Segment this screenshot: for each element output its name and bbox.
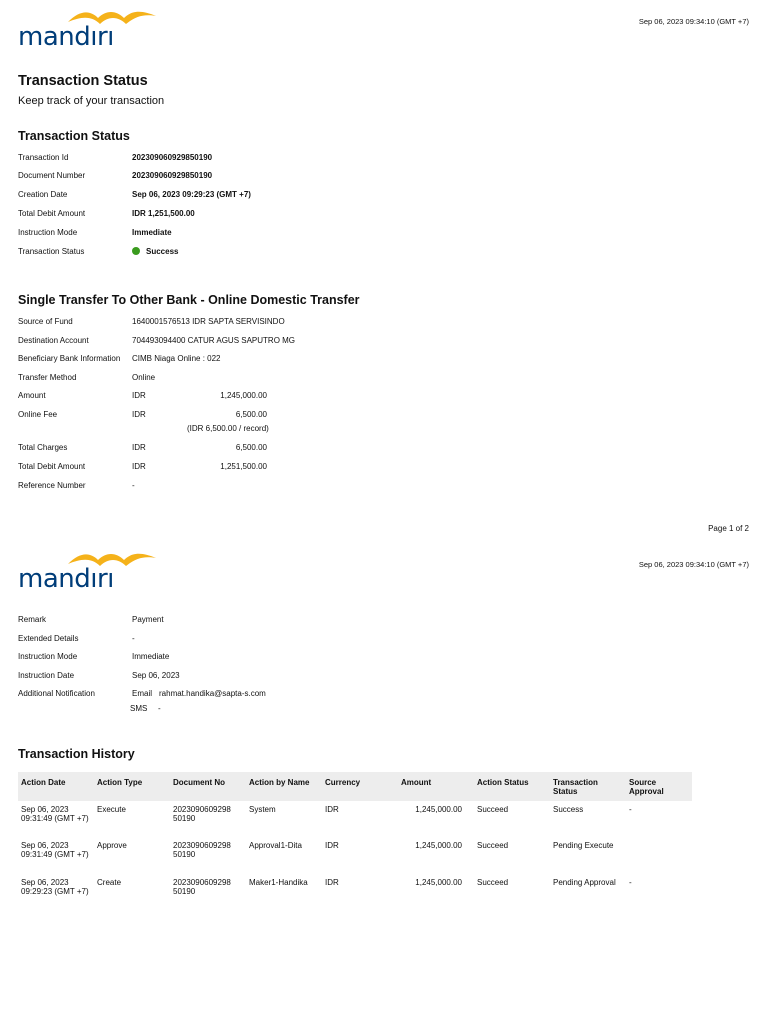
table-row <box>18 874 692 910</box>
online-fee-currency: IDR <box>132 410 146 419</box>
table-cell: System <box>249 805 276 814</box>
status-success-icon <box>132 247 140 255</box>
mandiri-logo-page2 <box>18 550 148 594</box>
column-header: Transaction Status <box>550 772 626 801</box>
column-header: Source Approval <box>626 772 692 801</box>
extended-details-label: Extended Details <box>18 634 79 643</box>
table-cell: Succeed <box>477 878 509 887</box>
instruction-date-label: Instruction Date <box>18 671 75 680</box>
table-cell: Sep 06, 2023 09:31:49 (GMT +7) <box>21 841 89 859</box>
table-cell: IDR <box>325 805 339 814</box>
printed-timestamp-page2: Sep 06, 2023 09:34:10 (GMT +7) <box>638 560 749 569</box>
page-number: Page 1 of 2 <box>708 524 749 533</box>
column-header: Currency <box>322 772 398 801</box>
beneficiary-bank-value: CIMB Niaga Online : 022 <box>132 354 221 363</box>
table-cell: - <box>629 805 632 814</box>
table-cell: Execute <box>97 805 126 814</box>
column-header: Action Date <box>18 772 94 801</box>
table-header-row <box>18 772 692 801</box>
table-cell: Create <box>97 878 122 887</box>
table-cell <box>626 837 692 874</box>
status-badge: Success <box>146 247 179 256</box>
table-cell: Succeed <box>477 841 509 850</box>
destination-account-label: Destination Account <box>18 336 89 345</box>
table-row <box>18 801 692 837</box>
notification-sms-value: - <box>158 704 161 713</box>
table-cell: IDR <box>325 878 339 887</box>
table-cell: IDR <box>325 841 339 850</box>
transfer-total-debit-value: 1,251,500.00 <box>220 462 267 471</box>
online-fee-note: (IDR 6,500.00 / record) <box>187 424 269 433</box>
transaction-id-label: Transaction Id <box>18 153 69 162</box>
table-cell: Sep 06, 2023 09:29:23 (GMT +7) <box>21 878 89 896</box>
table-cell: 1,245,000.00 <box>415 841 462 850</box>
total-charges-label: Total Charges <box>18 443 68 452</box>
page-subtitle: Keep track of your transaction <box>18 95 165 107</box>
transfer-method-value: Online <box>132 373 156 382</box>
instruction-mode-label-page2: Instruction Mode <box>18 652 78 661</box>
total-charges-value: 6,500.00 <box>235 443 267 452</box>
column-header: Action Type <box>94 772 170 801</box>
notification-sms-label: SMS <box>130 704 148 713</box>
table-cell: Maker1-Handika <box>249 878 308 887</box>
table-cell: Succeed <box>477 805 509 814</box>
column-header: Amount <box>398 772 474 801</box>
total-charges-currency: IDR <box>132 443 146 452</box>
source-of-fund-value: 1640001576513 IDR SAPTA SERVISINDO <box>132 317 285 326</box>
destination-account-value: 704493094400 CATUR AGUS SAPUTRO MG <box>132 336 296 345</box>
source-of-fund-label: Source of Fund <box>18 317 73 326</box>
table-cell: Approve <box>97 841 127 850</box>
column-header: Action by Name <box>246 772 322 801</box>
beneficiary-bank-label: Beneficiary Bank Information <box>18 354 121 363</box>
table-cell: Success <box>553 805 584 814</box>
table-row <box>18 837 692 874</box>
transaction-status-label: Transaction Status <box>18 247 85 256</box>
table-cell: 2023090609298 50190 <box>173 805 231 823</box>
transaction-id-value: 202309060929850190 <box>132 153 213 162</box>
online-fee-value: 6,500.00 <box>235 410 267 419</box>
table-cell: - <box>629 878 632 887</box>
instruction-mode-value-page2: Immediate <box>132 652 170 661</box>
amount-label: Amount <box>18 391 46 400</box>
printed-timestamp: Sep 06, 2023 09:34:10 (GMT +7) <box>638 17 749 26</box>
document-number-label: Document Number <box>18 171 86 180</box>
table-cell: Sep 06, 2023 09:31:49 (GMT +7) <box>21 805 89 823</box>
online-fee-label: Online Fee <box>18 410 58 419</box>
creation-date-label: Creation Date <box>18 190 68 199</box>
instruction-mode-value: Immediate <box>132 228 172 237</box>
additional-notification-label: Additional Notification <box>18 689 95 698</box>
transaction-history-table <box>18 772 692 910</box>
mandiri-logo <box>18 8 148 52</box>
history-section-title: Transaction History <box>18 747 135 761</box>
transaction-status-value <box>132 247 178 256</box>
remark-value: Payment <box>132 615 164 624</box>
page-title: Transaction Status <box>18 73 148 89</box>
instruction-date-value: Sep 06, 2023 <box>132 671 180 680</box>
transfer-method-label: Transfer Method <box>18 373 77 382</box>
table-cell: 2023090609298 50190 <box>173 878 231 896</box>
transfer-section-title: Single Transfer To Other Bank - Online Domestic Transfer <box>18 293 360 307</box>
table-cell: Pending Execute <box>553 841 614 850</box>
notification-email-label: Email <box>132 689 153 698</box>
extended-details-value: - <box>132 634 135 643</box>
total-debit-value: IDR 1,251,500.00 <box>132 209 195 218</box>
notification-email-value: rahmat.handika@sapta-s.com <box>159 689 266 698</box>
transfer-total-debit-label: Total Debit Amount <box>18 462 86 471</box>
table-cell: Approval1-Dita <box>249 841 302 850</box>
column-header: Document No <box>170 772 246 801</box>
creation-date-value: Sep 06, 2023 09:29:23 (GMT +7) <box>132 190 251 199</box>
column-header: Action Status <box>474 772 550 801</box>
table-cell: Pending Approval <box>553 878 616 887</box>
transfer-total-debit-currency: IDR <box>132 462 146 471</box>
reference-number-value: - <box>132 481 135 490</box>
amount-value: 1,245,000.00 <box>220 391 267 400</box>
table-cell: 1,245,000.00 <box>415 805 462 814</box>
logo-wordmark-page2: mandırı <box>18 564 114 594</box>
logo-wordmark: mandırı <box>18 22 114 52</box>
status-section-title: Transaction Status <box>18 129 130 143</box>
total-debit-label: Total Debit Amount <box>18 209 86 218</box>
instruction-mode-label: Instruction Mode <box>18 228 78 237</box>
document-number-value: 202309060929850190 <box>132 171 213 180</box>
table-cell: 2023090609298 50190 <box>173 841 231 859</box>
reference-number-label: Reference Number <box>18 481 86 490</box>
remark-label: Remark <box>18 615 47 624</box>
amount-currency: IDR <box>132 391 146 400</box>
table-cell: 1,245,000.00 <box>415 878 462 887</box>
